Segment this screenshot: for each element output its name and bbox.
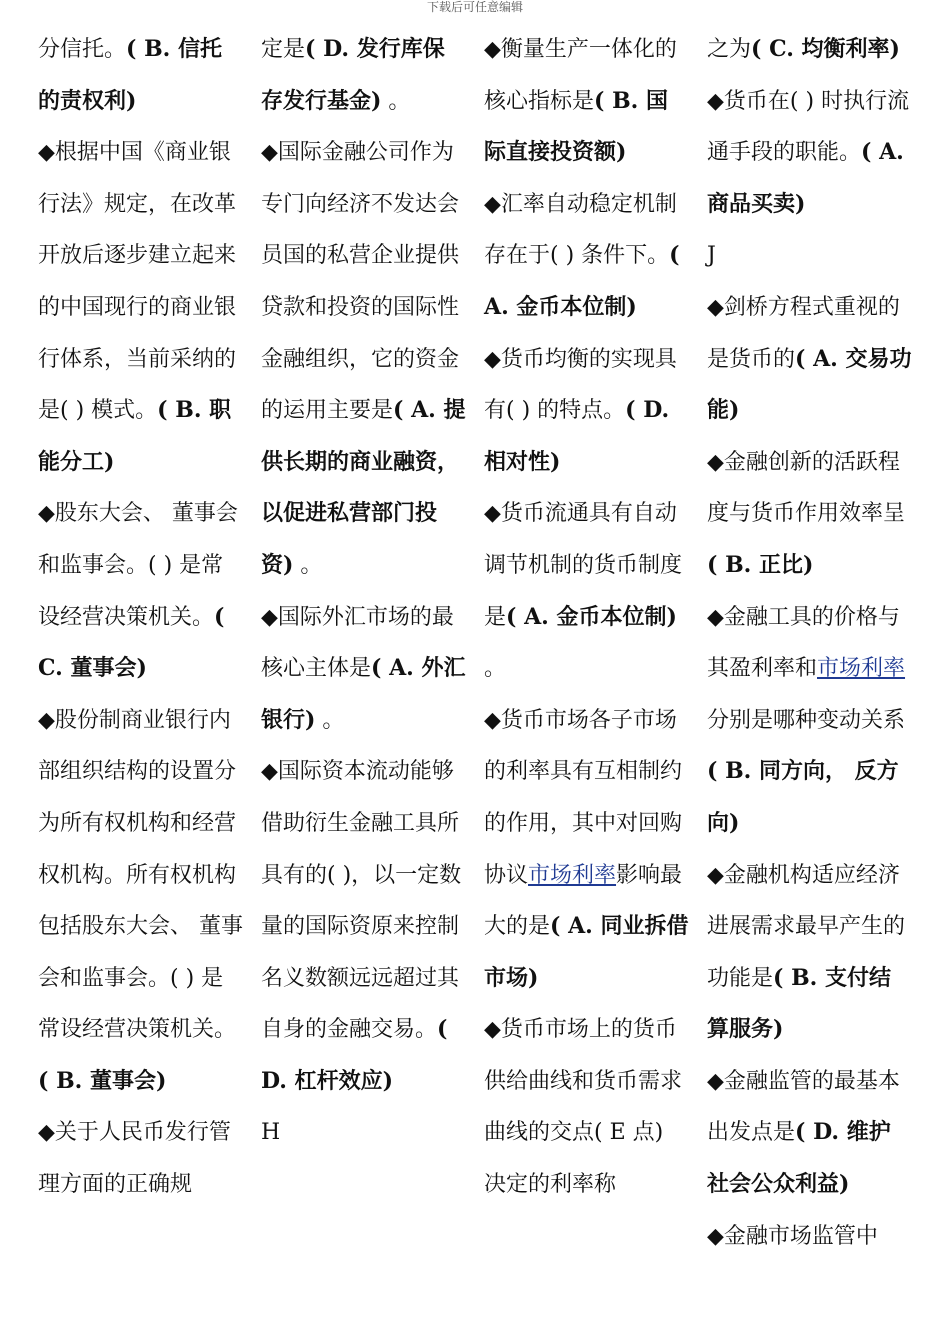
question-item [707,592,912,850]
question-text: ◆货币市场各子市场的利率具有互相制约的作用，其中对回购协议 [484,707,683,888]
question-text: ◆国际金融公司作为专门向经济不发达会员国的私营企业提供贷款和投资的国际性金融组织，它的资金的运用主要是 [261,140,460,424]
question-text: 。 [484,656,507,682]
question-item [261,592,466,747]
page-header: 下载后可任意编辑 [426,0,523,14]
question-item [707,76,912,231]
question-item [707,850,912,1056]
question-text: 定是 [261,37,306,62]
question-item [484,695,689,1005]
answer-text: ( B. 正比) [707,551,814,578]
answer-text: ( A. 外汇银行) [261,655,466,733]
question-text: 。 [293,552,323,578]
answer-text: ( D. 发行库保存发行基金) [261,36,445,114]
question-text: ◆货币市场上的货币供给曲线和货币需求曲线的交点( E 点) 决定的利率称 [484,1017,683,1198]
question-text: ◆国际资本流动能够借助衍生金融工具所具有的( )，以一定数量的国际资原来控制名义数额远远超过其自身的金融交易。 [261,759,462,1043]
term-link[interactable]: 市场利率 [528,862,617,888]
question-text: ◆根据中国《商业银行法》规定，在改革开放后逐步建立起来的中国现行的商业银行体系，当前采纳的是( ) 模式。 [38,140,237,424]
question-text: ◆股份制商业银行内部组织结构的设置分为所有权机构和经营权机构。所有权机构包括股东大会、 董事会和监事会。( ) 是常设经营决策机关。 [38,707,243,1043]
answer-text: ( A. 提供长期的商业融资，以促进私营部门投资) [261,397,466,578]
question-text: ◆金融机构适应经济进展需求最早产生的功能是 [707,862,906,991]
answer-text: ( C. 均衡利率) [751,36,900,62]
answer-text: ( B. 国际直接投资额) [484,87,668,166]
text-column-2 [261,24,466,1159]
text-column-1 [38,24,243,1211]
question-text: 之为 [707,37,752,62]
answer-text: ( A. 金币本位制) [506,603,677,630]
question-item [707,1056,912,1211]
question-item [484,334,689,489]
question-item [261,24,466,127]
answer-text: ( B. 职能分工) [38,397,232,475]
question-text: ◆汇率自动稳定机制存在于( ) 条件下。 [484,191,677,269]
answer-text: ( D. 相对性) [484,397,670,475]
question-text: ◆关于人民币发行管理方面的正确规 [38,1120,231,1198]
question-text: 影响最大的是 [484,862,683,940]
text-column-4 [707,24,912,1262]
answer-text: ( B. 信托的责权利) [38,36,222,114]
question-item [38,488,243,694]
answer-text: ( A. 同业拆借市场) [484,913,689,991]
answer-text: ( C. 董事会) [38,603,225,682]
question-text: ◆金融工具的价格与其盈利率和 [707,604,900,682]
question-item [38,1107,243,1210]
question-item [707,282,912,437]
question-item [261,746,466,1107]
question-text: ◆衡量生产一体化的核心指标是 [484,37,677,114]
question-text: ◆金融监管的最基本出发点是 [707,1068,900,1146]
question-text: ◆货币流通具有自动调节机制的货币制度是 [484,501,683,630]
question-item [484,1004,689,1210]
question-item [261,127,466,591]
question-item [484,488,689,694]
question-item [38,127,243,488]
question-item [707,1211,912,1263]
question-text: ◆货币均衡的实现具有( ) 的特点。 [484,346,677,424]
question-text: 。 [315,707,345,733]
question-item [484,179,689,334]
text-column-3 [484,24,689,1211]
question-text: ◆剑桥方程式重视的是货币的 [707,294,900,372]
question-item [707,24,912,76]
question-text: 分别是哪种变动关系 [707,707,906,733]
section-letter: J [707,243,716,269]
question-item [38,24,243,127]
answer-text: ( D. 杠杆效应) [261,1016,448,1094]
question-item [484,24,689,179]
answer-text: ( B. 同方向， 反方向) [707,758,899,836]
answer-text: ( B. 支付结算服务) [707,964,891,1043]
question-text: 分信托。 [38,37,127,62]
question-text: ◆国际外汇市场的最核心主体是 [261,604,454,682]
question-item [38,695,243,1108]
answer-text: ( A. 交易功能) [707,345,912,424]
answer-text: ( B. 董事会) [38,1067,167,1094]
question-text: ◆金融市场监管中 [707,1223,878,1249]
section-letter: H [261,1120,281,1146]
answer-text: ( A. 金币本位制) [484,242,680,320]
question-text: ◆货币在( ) 时执行流通手段的职能。 [707,88,910,166]
question-text: 。 [381,88,411,114]
question-text: ◆金融创新的活跃程度与货币作用效率呈 [707,449,906,527]
answer-text: ( D. 维护社会公众利益) [707,1119,891,1198]
question-text: ◆股东大会、 董事会和监事会。( ) 是常设经营决策机关。 [38,501,238,630]
question-item [707,437,912,592]
answer-text: ( A. 商品买卖) [707,139,904,217]
term-link[interactable]: 市场利率 [817,656,906,682]
